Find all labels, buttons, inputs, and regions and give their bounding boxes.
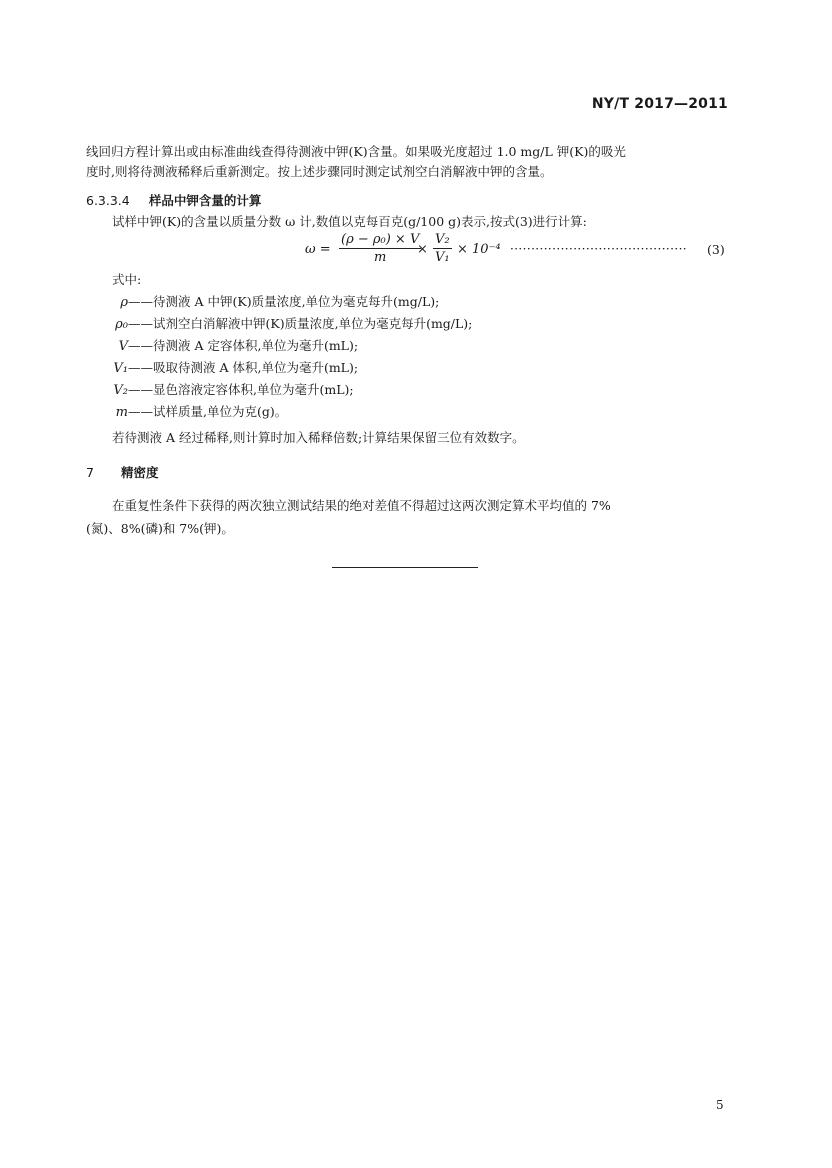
formula-fraction-2 bbox=[433, 232, 452, 265]
formula-denominator: m bbox=[374, 250, 387, 265]
continuation-line-1: 线回归方程计算出或由标准曲线查得待测液中钾(K)含量。如果吸光度超过 1.0 mg/L 钾(K)的吸光 bbox=[86, 144, 626, 159]
variable-description: ——吸取待测液 A 体积,单位为毫升(mL); bbox=[128, 360, 359, 375]
variable-row bbox=[100, 402, 472, 424]
formula-fraction2-numerator: V₂ bbox=[435, 232, 450, 247]
formula-times: × bbox=[417, 242, 428, 257]
variable-row bbox=[100, 336, 472, 358]
precision-line-2: (氮)、8%(磷)和 7%(钾)。 bbox=[86, 521, 234, 536]
dilution-note: 若待测液 A 经过稀释,则计算时加入稀释倍数;计算结果保留三位有效数字。 bbox=[112, 430, 525, 445]
section-title: 样品中钾含量的计算 bbox=[148, 193, 262, 208]
end-rule bbox=[332, 567, 478, 568]
precision-line-1: 在重复性条件下获得的两次独立测试结果的绝对差值不得超过这两次测定算术平均值的 7% bbox=[112, 498, 611, 513]
formula-numerator: (ρ − ρ₀) × V bbox=[341, 232, 420, 247]
fraction-bar bbox=[339, 248, 421, 249]
variable-symbol: V₁ bbox=[113, 361, 128, 376]
continuation-line-2: 度时,则将待测液稀释后重新测定。按上述步骤同时测定试剂空白消解液中钾的含量。 bbox=[86, 164, 553, 179]
section-6334-heading bbox=[86, 190, 261, 209]
variable-list bbox=[100, 292, 472, 424]
section-title: 精密度 bbox=[121, 465, 159, 480]
variable-row bbox=[100, 358, 472, 380]
variable-symbol: V bbox=[118, 339, 128, 354]
section-6334-intro: 试样中钾(K)的含量以质量分数 ω 计,数值以克每百克(g/100 g)表示,按式(3)进行计算: bbox=[112, 214, 587, 229]
variable-symbol: ρ bbox=[120, 295, 128, 310]
fraction-bar bbox=[433, 248, 452, 249]
document-code: NY/T 2017—2011 bbox=[591, 96, 728, 112]
formula-leader-dots: ·········································· bbox=[510, 242, 688, 256]
variable-description: ——显色溶液定容体积,单位为毫升(mL); bbox=[128, 382, 354, 397]
formula-3 bbox=[305, 232, 730, 268]
formula-lhs: ω = bbox=[305, 242, 331, 257]
section-number: 7 bbox=[86, 465, 94, 480]
variable-description: ——待测液 A 定容体积,单位为毫升(mL); bbox=[128, 338, 359, 353]
where-label: 式中: bbox=[112, 272, 142, 287]
formula-scale: × 10⁻⁴ bbox=[457, 242, 501, 257]
variable-description: ——试剂空白消解液中钾(K)质量浓度,单位为毫克每升(mg/L); bbox=[128, 316, 473, 331]
page-number: 5 bbox=[716, 1098, 724, 1112]
variable-row bbox=[100, 292, 472, 314]
variable-symbol: m bbox=[115, 405, 128, 420]
variable-row bbox=[100, 314, 472, 336]
variable-description: ——试样质量,单位为克(g)。 bbox=[128, 404, 288, 419]
variable-description: ——待测液 A 中钾(K)质量浓度,单位为毫克每升(mg/L); bbox=[128, 294, 440, 309]
section-7-heading bbox=[86, 462, 159, 481]
section-number: 6.3.3.4 bbox=[86, 193, 130, 208]
variable-symbol: ρ₀ bbox=[115, 317, 128, 332]
formula-fraction2-denominator: V₁ bbox=[435, 250, 450, 265]
equation-number: (3) bbox=[707, 242, 725, 257]
formula-fraction-1 bbox=[339, 232, 421, 265]
variable-symbol: V₂ bbox=[113, 383, 128, 398]
variable-row bbox=[100, 380, 472, 402]
